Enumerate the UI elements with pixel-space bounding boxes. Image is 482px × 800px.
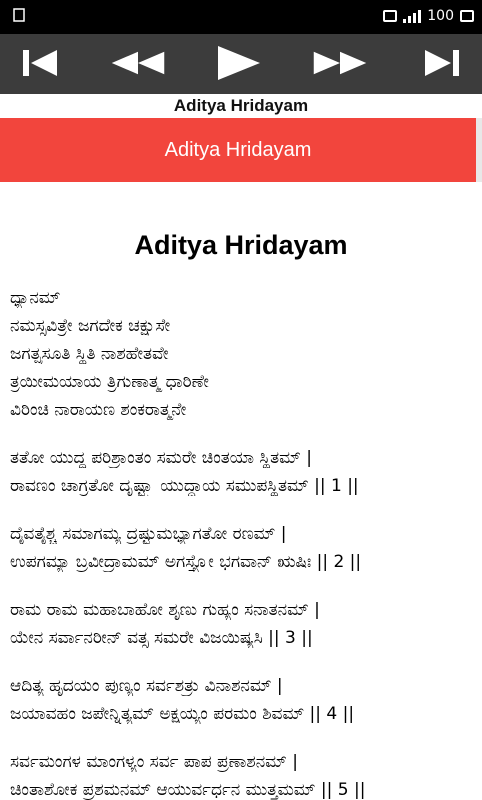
last-button[interactable] (412, 40, 472, 86)
play-button[interactable] (208, 40, 268, 86)
skip-last-icon (419, 45, 465, 81)
document-title: Aditya Hridayam (134, 230, 348, 260)
verse-line: ಯೇನ ಸರ್ವಾನರೀನ್ ವತ್ಸ ಸಮರೇ ವಿಜಯಿಷ್ಯಸಿ || 3 || (10, 628, 313, 648)
rewind-icon (108, 45, 168, 81)
tab-aditya-hridayam[interactable]: Aditya Hridayam (0, 118, 476, 182)
verse-line: ಸರ್ವಮಂಗಳ ಮಾಂಗಳ್ಯಂ ಸರ್ವ ಪಾಪ ಪ್ರಣಾಶನಮ್ | (10, 752, 298, 772)
sim-icon (383, 10, 397, 22)
verse-line: ತತೋ ಯುದ್ಧ ಪರಿಶ್ರಾಂತಂ ಸಮರೇ ಚಿಂತಯಾ ಸ್ಥಿತಮ್ | (10, 448, 312, 468)
verse-line: ವಿರಿಂಚಿ ನಾರಾಯಣ ಶಂಕರಾತ್ಮನೇ (10, 400, 187, 420)
verse-line: ಜಗತ್ಪ್ರಸೂತಿ ಸ್ಥಿತಿ ನಾಶಹೇತವೇ (10, 344, 169, 364)
status-icons (383, 8, 474, 24)
verse-line: ದೈವತೈಶ್ಚ ಸಮಾಗಮ್ಯ ದ್ರಷ್ಟುಮಭ್ಯಾಗತೋ ರಣಮ್ | (10, 524, 287, 544)
notification-icon (12, 8, 26, 22)
battery-icon (460, 10, 474, 22)
verse-line: ಚಿಂತಾಶೋಕ ಪ್ರಶಮನಮ್ ಆಯುರ್ವರ್ಧನ ಮುತ್ತಮಮ್ || 5 || (10, 780, 366, 800)
document-content[interactable] (0, 182, 482, 800)
first-button[interactable] (10, 40, 70, 86)
verse-line: ರಾವಣಂ ಚಾಗ್ರತೋ ದೃಷ್ಟ್ವಾ ಯುದ್ಧಾಯ ಸಮುಪಸ್ಥಿತಮ್ || 1 || (10, 476, 359, 496)
verse-line: ಜಯಾವಹಂ ಜಪೇನ್ನಿತ್ಯಮ್ ಅಕ್ಷಯ್ಯಂ ಪರಮಂ ಶಿವಮ್ || 4 || (10, 704, 355, 724)
player-controls (0, 34, 482, 94)
play-icon (210, 43, 266, 83)
verse-line: ರಾಮ ರಾಮ ಮಹಾಬಾಹೋ ಶೃಣು ಗುಹ್ಯಂ ಸನಾತನಮ್ | (10, 600, 320, 620)
fast-forward-icon (310, 45, 370, 81)
skip-first-icon (17, 45, 63, 81)
verse-line: ಆದಿತ್ಯ ಹೃದಯಂ ಪುಣ್ಯಂ ಸರ್ವಶತ್ರು ವಿನಾಶನಮ್ | (10, 676, 283, 696)
verse-line: ನಮಸ್ಸವಿತ್ರೇ ಜಗದೇಕ ಚಕ್ಷುಸೇ (10, 316, 171, 336)
scroll-edge (476, 118, 482, 182)
forward-button[interactable] (310, 40, 370, 86)
signal-icon (403, 9, 421, 23)
rewind-button[interactable] (108, 40, 168, 86)
verse-line: ತ್ರಯೀಮಯಾಯ ತ್ರಿಗುಣಾತ್ಮ ಧಾರಿಣೇ (10, 372, 209, 392)
battery-percent: 100 (427, 8, 454, 24)
status-bar (0, 0, 482, 34)
verse-line: ಧ್ಯಾನಮ್ (10, 288, 61, 308)
app-title: Aditya Hridayam (0, 94, 482, 118)
verse-line: ಉಪಗಮ್ಯಾ ಬ್ರವೀದ್ರಾಮಮ್ ಅಗಸ್ತ್ಯೋ ಭಗವಾನ್ ಋಷಿಃ || 2 || (10, 552, 362, 572)
